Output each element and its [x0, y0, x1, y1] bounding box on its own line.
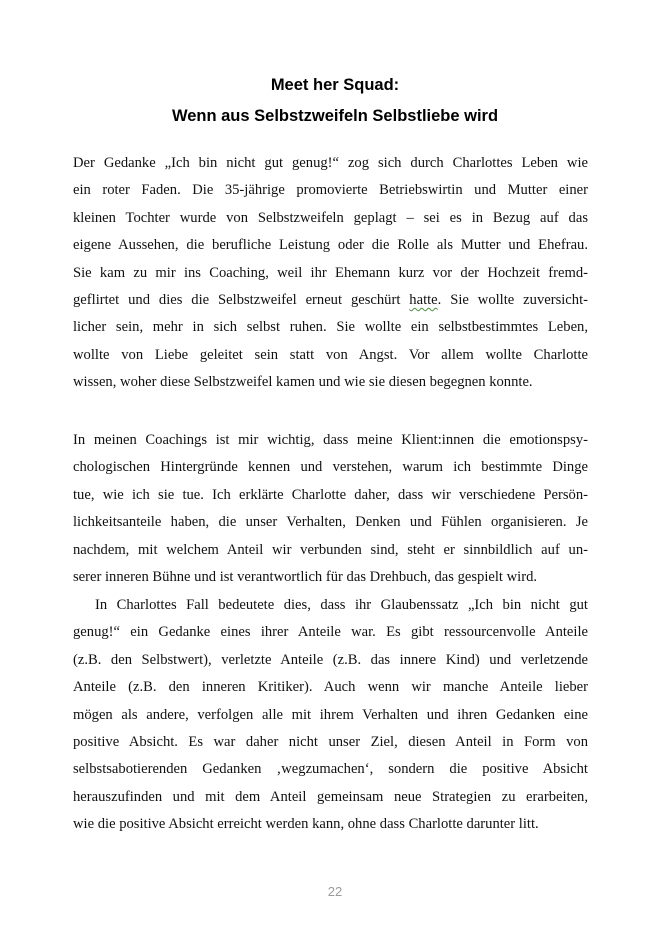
text-segment: . Sie wollte zuversicht-	[437, 292, 588, 309]
text-line: Sie kam zu mir ins Coaching, weil ihr Ehemann kurz vor der Hochzeit fremd-	[73, 264, 588, 281]
text-line: Der Gedanke „Ich bin nicht gut genug!“ zog sich durch Charlottes Leben wie	[73, 155, 588, 171]
spellcheck-marked-word: hatte	[409, 292, 438, 309]
page-number: 22	[327, 884, 343, 899]
text-line: selbstsabotierenden Gedanken ‚wegzumachen‘, sondern die positive Absicht	[73, 761, 588, 778]
text-line	[73, 287, 588, 314]
text-line: wissen, woher diese Selbstzweifel kamen und wie sie diesen begegnen konnte.	[73, 374, 533, 391]
text-line: ein roter Faden. Die 35-jährige promovierte Betriebswirtin und Mutter einer	[73, 182, 588, 199]
page-title-line-1: Meet her Squad:	[270, 76, 400, 94]
page-title-line-2: Wenn aus Selbstzweifeln Selbstliebe wird	[171, 107, 499, 125]
text-line: nachdem, mit welchem Anteil wir verbunden sind, steht er sinnbildlich auf un-	[73, 541, 588, 558]
text-line: In Charlottes Fall bedeutete dies, dass ihr Glaubenssatz „Ich bin nicht gut	[95, 597, 588, 613]
paragraph-3	[73, 592, 588, 839]
text-line: eigene Aussehen, die berufliche Leistung oder die Rolle als Mutter und Ehefrau.	[73, 237, 588, 254]
paragraph-2	[73, 427, 588, 591]
text-line: serer inneren Bühne und ist verantwortlich für das Drehbuch, das gespielt wird.	[73, 569, 538, 586]
text-line: lichkeitsanteile haben, die unser Verhalten, Denken und Fühlen organisieren. Je	[73, 514, 588, 531]
text-line: tue, wie ich sie tue. Ich erklärte Charlotte daher, dass wir verschiedene Persön-	[73, 486, 588, 503]
paragraph-1	[73, 150, 588, 397]
text-line: kleinen Tochter wurde von Selbstzweifeln geplagt – sei es in Bezug auf das	[73, 209, 588, 226]
text-line: herauszufinden und mit dem Anteil gemeinsam neue Strategien zu erarbeiten,	[73, 788, 588, 805]
text-line: positive Absicht. Es war daher nicht unser Ziel, diesen Anteil in Form von	[73, 734, 588, 751]
text-line: chologischen Hintergründe kennen und verstehen, warum ich bestimmte Dinge	[73, 459, 588, 476]
text-line: wie die positive Absicht erreicht werden kann, ohne dass Charlotte darunter litt.	[73, 816, 539, 833]
text-line: licher sein, mehr in sich selbst ruhen. Sie wollte ein selbstbestimmtes Leben,	[73, 319, 588, 336]
text-line: wollte von Liebe geleitet sein statt von Angst. Vor allem wollte Charlotte	[73, 346, 588, 363]
text-line: mögen als andere, verfolgen alle mit ihrem Verhalten und ihren Gedanken eine	[73, 706, 588, 723]
text-segment: geflirtet und dies die Selbstzweifel erneut geschürt	[73, 292, 410, 309]
text-line: (z.B. den Selbstwert), verletzte Anteile (z.B. das innere Kind) und verletzende	[73, 651, 588, 668]
text-line: Anteile (z.B. den inneren Kritiker). Auch wenn wir manche Anteile lieber	[73, 679, 588, 696]
text-line: genug!“ ein Gedanke eines ihrer Anteile war. Es gibt ressourcenvolle Anteile	[73, 624, 588, 641]
text-line: In meinen Coachings ist mir wichtig, dass meine Klient:innen die emotionspsy-	[73, 432, 588, 448]
